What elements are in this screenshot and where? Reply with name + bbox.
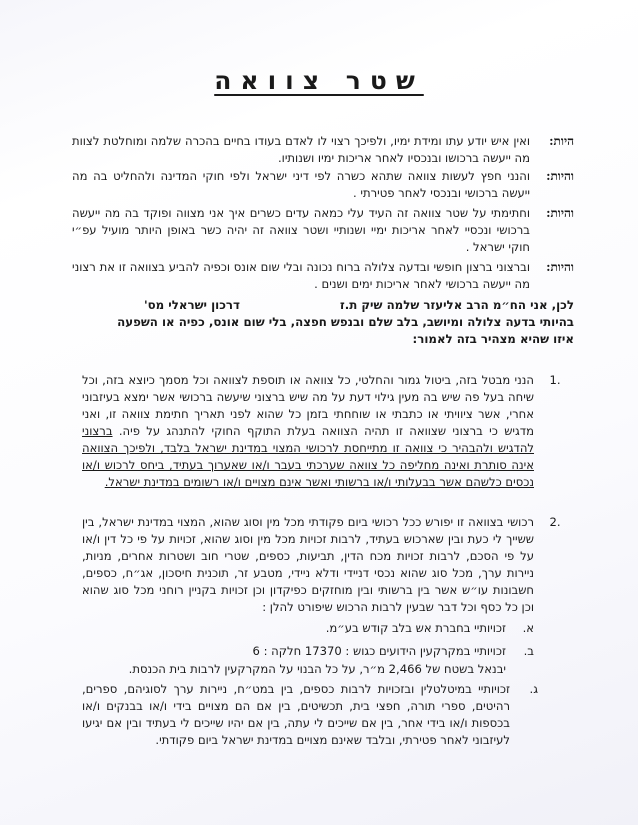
subitem-b bbox=[82, 643, 534, 660]
subitem-letter: א. bbox=[522, 621, 534, 635]
recital-3 bbox=[72, 205, 574, 256]
declarant-name: לכן, אני הח״מ הרב אליעזר שלמה שיק ת.ז bbox=[339, 298, 574, 312]
clause-text-underlined: ברצוני להדגיש ולהבהיר כי צוואה זו מתייחסת לרכושי המצוי במדינת ישראל בלבד, ולפיכך הצוואה אינה סותרת ואינה מחליפה כל צוואה שערכתי בעבר ו/או שאערוך בעתיד, ביחס לרכוש ו/או נכסים כלשהם אשר בבעלותי ו/או ברשותי ואשר אינם מצויים ו/או רשומים במדינת ישראל. bbox=[82, 424, 534, 489]
recital-text: וברצוני ברצון חופשי ובדעה צלולה ברוח נכונה ובלי שום אונס וכפיה להביע בצוואה זו את רצוני מה ייעשה ברכושי לאחר אריכות ימים ושנים . bbox=[72, 260, 530, 291]
subitem-a bbox=[82, 620, 534, 637]
recital-4 bbox=[72, 259, 574, 293]
subitem-c bbox=[82, 681, 538, 749]
declaration bbox=[80, 297, 574, 348]
declarant-passport: דרכון ישראלי מס' bbox=[144, 298, 240, 312]
recital-text: והנני חפץ לעשות צוואה שתהא כשרה לפי דיני ישראל ולפי חוקי המדינה ולהחליט בה מה ייעשה ברכושי ובנכסי לאחר פטירתי . bbox=[72, 169, 530, 200]
subitem-text: זכויותיי בחברת אש בלב קודש בע״מ. bbox=[325, 621, 506, 635]
recital-text: וחתימתי על שטר צוואה זה העיד עלי כמאה עדים כשרים איך אני מצווה ופוקד בה מה ייעשה ברכושי ונכסיי לאחר אריכות ימיי ושנותיי ושטר צוואה זה יהיה כשר באופן היותר מועיל עפ״י חוקי ישראל . bbox=[72, 206, 530, 254]
declaration-line-2: בהיותי בדעה צלולה ומיושב, בלב שלם ובנפש חפצה, בלי שום אונס, כפיה או השפעה bbox=[117, 315, 574, 329]
recital-label: והיות: bbox=[546, 169, 574, 183]
subitem-text: זכויותיי במיטלטלין ובזכויות לרבות כספים, בין במט״ח, ניירות ערך לסוגיהם, ספרים, רהיטים, ספרי תורה, חפצי בית, תכשיטים, בין אם הם מצויים בידי ו/או בבנקים ו/או בכספות ו/או בידי אחר, בין אם שייכים לי עתה, בין אם יהיו שייכים לי בעתיד ובין אם יגיעו לעיזבוני לאחר פטירתי, ובלבד שאינם מצויים במדינת ישראל ביום פקודתי. bbox=[82, 682, 510, 747]
clause-2 bbox=[82, 514, 576, 616]
recital-1 bbox=[72, 133, 574, 167]
subitem-letter: ג. bbox=[529, 682, 538, 696]
recital-label: היות: bbox=[549, 134, 574, 148]
recital-label: והיות: bbox=[546, 206, 574, 220]
clause-text bbox=[82, 372, 534, 491]
subitem-letter: ב. bbox=[523, 644, 534, 658]
recital-2 bbox=[72, 168, 574, 202]
document-title-text: שטר צוואה bbox=[214, 66, 424, 95]
clause-1 bbox=[82, 372, 576, 491]
clause-text-plain: הנני מבטל בזה, ביטול גמור והחלטי, כל צוואה או תוספת לצוואה וכל מסמך כיוצא בזה, וכל שיחה בעל פה שיש בה מעין גילוי דעת על מה שיש ברצוני שיעשה ברכושי אשר ימצא בעיזבוני אחרי, אשר ציוויתי או כתבתי או שוחחתי בזמן כל שהוא לפני תאריך חתימת צוואה זו, ואני מדגיש כי ברצוני שצוואה זו תהיה הצוואה בעלת התוקף החוקי להתנהג על פיה. bbox=[82, 373, 534, 438]
clause-text: רכושי בצוואה זו יפורש ככל רכושי ביום פקודתי מכל מין וסוג שהוא, המצוי במדינת ישראל, בין ששייך לי כעת ובין שארכוש בעתיד, לרבות זכויות מכל מין וסוג שהוא, זכויות על פי כל דין ו/או על פי הסכם, לרבות זכויות מכח הדין, תביעות, כספים, שטרי חוב ושטרות אחרים, מניות, ניירות ערך, מכל סוג שהוא נכסי דניידי ודלא ניידי, מטבע זר, תוכנית חיסכון, אג״ח, כספים, חשבונות עו״ש אשר בין ברשותי ובין מוחזקים כפיקדון וכן זכויות בקניין רוחני מכל סוג שהוא וכן כל כסף וכל דבר שבעין לרבות הרכוש שיפורט להלן : bbox=[82, 515, 534, 614]
document-title bbox=[0, 66, 638, 95]
declaration-row-1 bbox=[80, 297, 574, 314]
recital-text: ואין איש יודע עתו ומידת ימיו, ולפיכך רצוי לו לאדם בעודו בחיים בהכרה שלמה ומוחלטת לצוות מה ייעשה ברכושו ובנכסיו לאחר אריכות ימיו ושנותיו. bbox=[72, 134, 530, 165]
clause-number: 1. bbox=[549, 373, 561, 387]
declaration-line-3: איזו שהיא מצהיר בזה לאמור: bbox=[412, 332, 574, 346]
subitem-b-continuation: יבנאל בשטח של 2,466 מ״ר, על כל הבנוי על המקרקעין לרבות בית הכנסת. bbox=[128, 662, 506, 676]
clause-number: 2. bbox=[549, 515, 561, 529]
recital-label: והיות: bbox=[546, 260, 574, 274]
subitem-text: זכויותיי במקרקעין הידועים כגוש : 17370 חלקה : 6 bbox=[252, 644, 506, 658]
